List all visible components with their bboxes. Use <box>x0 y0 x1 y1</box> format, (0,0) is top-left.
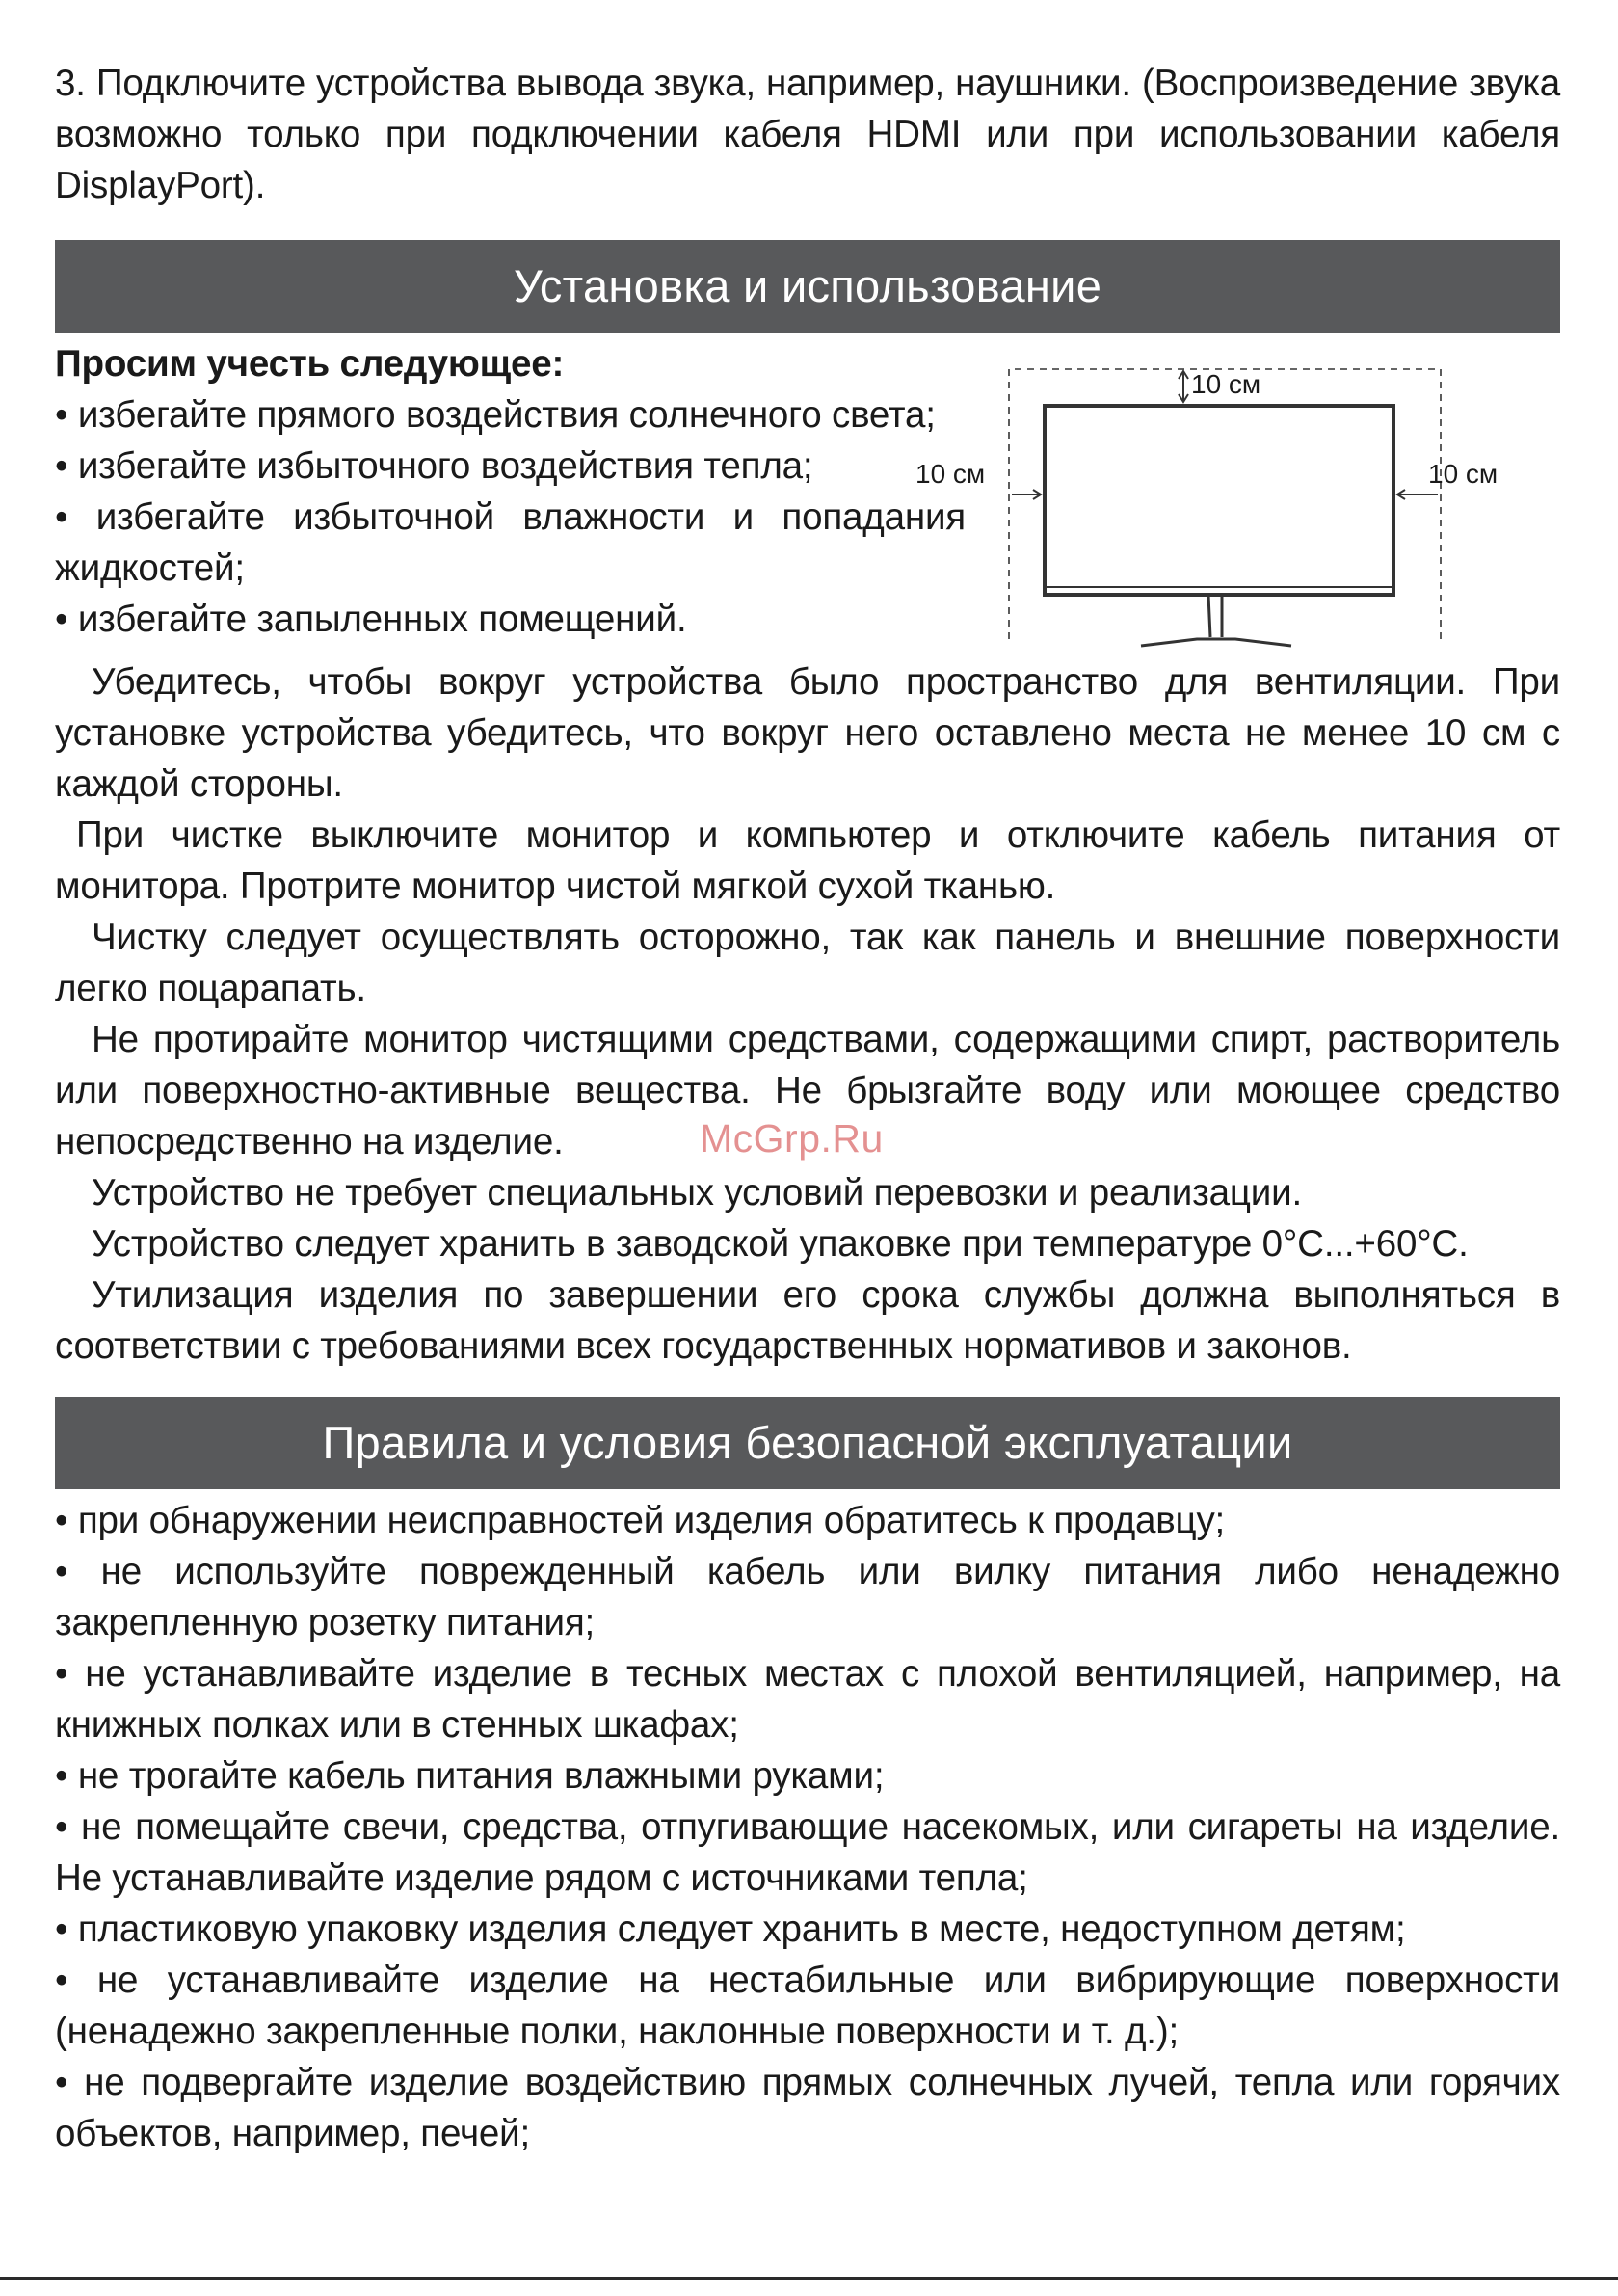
safety-bullet: • не трогайте кабель питания влажными руками; <box>55 1755 885 1797</box>
section-title-safety: Правила и условия безопасной эксплуатации <box>55 1397 1560 1489</box>
left-clearance-label: 10 см <box>915 459 986 489</box>
safety-bullet: • не устанавливайте изделие в тесных местах с плохой вентиляцией, например, на книжных полках или в стенных шкафах; <box>55 1653 1560 1746</box>
safety-rules-list <box>55 1495 1560 2159</box>
safety-bullet: • пластиковую упаковку изделия следует хранить в месте, недоступном детям; <box>55 1909 1406 1950</box>
install-paragraph: Не протирайте монитор чистящими средствами, содержащими спирт, растворитель или поверхностно-активные вещества. Не брызгайте воду или моющее средство непосредственно на изделие. <box>55 1019 1560 1162</box>
document-page <box>55 58 1560 2159</box>
install-bullet: • избегайте избыточной влажности и попадания жидкостей; <box>55 496 966 589</box>
install-bullet: • избегайте прямого воздействия солнечного света; <box>55 394 936 436</box>
safety-bullet: • при обнаружении неисправностей изделия обратитесь к продавцу; <box>55 1500 1226 1541</box>
install-intro-block <box>55 338 1560 656</box>
safety-bullet: • не помещайте свечи, средства, отпугивающие насекомых, или сигареты на изделие. Не устанавливайте изделие рядом с источниками тепла; <box>55 1806 1560 1899</box>
intro-item-3: 3. Подключите устройства вывода звука, например, наушники. (Воспроизведение звука возможно только при подключении кабеля HDMI или при использовании кабеля DisplayPort). <box>55 63 1560 206</box>
install-paragraph: Утилизация изделия по завершении его срока службы должна выполняться в соответствии с требованиями всех государственных нормативов и законов. <box>55 1274 1560 1367</box>
footer-rule <box>0 2277 1618 2280</box>
safety-bullet: • не устанавливайте изделие на нестабильные или вибрирующие поверхности (ненадежно закрепленные полки, наклонные поверхности и т. д.); <box>55 1960 1560 2052</box>
install-requirements <box>55 338 966 645</box>
monitor-stand-neck <box>1208 595 1222 637</box>
right-clearance-label: 10 см <box>1428 459 1499 489</box>
install-bullet: • избегайте избыточного воздействия тепла; <box>55 445 813 487</box>
section-title-install: Установка и использование <box>55 240 1560 333</box>
safety-bullet: • не используйте поврежденный кабель или вилку питания либо ненадежно закрепленную розетку питания; <box>55 1551 1560 1643</box>
monitor-screen <box>1045 406 1393 595</box>
install-paragraph: Убедитесь, чтобы вокруг устройства было пространство для вентиляции. При установке устройства убедитесь, что вокруг него оставлено места не менее 10 см с каждой стороны. <box>55 661 1560 805</box>
install-paragraph: Устройство следует хранить в заводской упаковке при температуре 0°C...+60°C. <box>92 1223 1469 1265</box>
watermark: McGrp.Ru <box>700 1116 884 1161</box>
install-paragraph: Чистку следует осуществлять осторожно, так как панель и внешние поверхности легко поцарапать. <box>55 917 1560 1009</box>
top-clearance-label: 10 см <box>1191 369 1261 399</box>
clearance-diagram <box>915 338 1560 656</box>
install-bullet: • избегайте запыленных помещений. <box>55 599 687 640</box>
install-subtitle: Просим учесть следующее: <box>55 343 565 385</box>
install-paragraph: Устройство не требует специальных условий перевозки и реализации. <box>92 1172 1302 1214</box>
install-paragraph: При чистке выключите монитор и компьютер и отключите кабель питания от монитора. Протрите монитор чистой мягкой сухой тканью. <box>55 814 1560 907</box>
monitor-clearance-illustration <box>915 360 1560 649</box>
monitor-stand-base <box>1141 639 1291 646</box>
safety-bullet: • не подвергайте изделие воздействию прямых солнечных лучей, тепла или горячих объектов, например, печей; <box>55 2062 1560 2154</box>
